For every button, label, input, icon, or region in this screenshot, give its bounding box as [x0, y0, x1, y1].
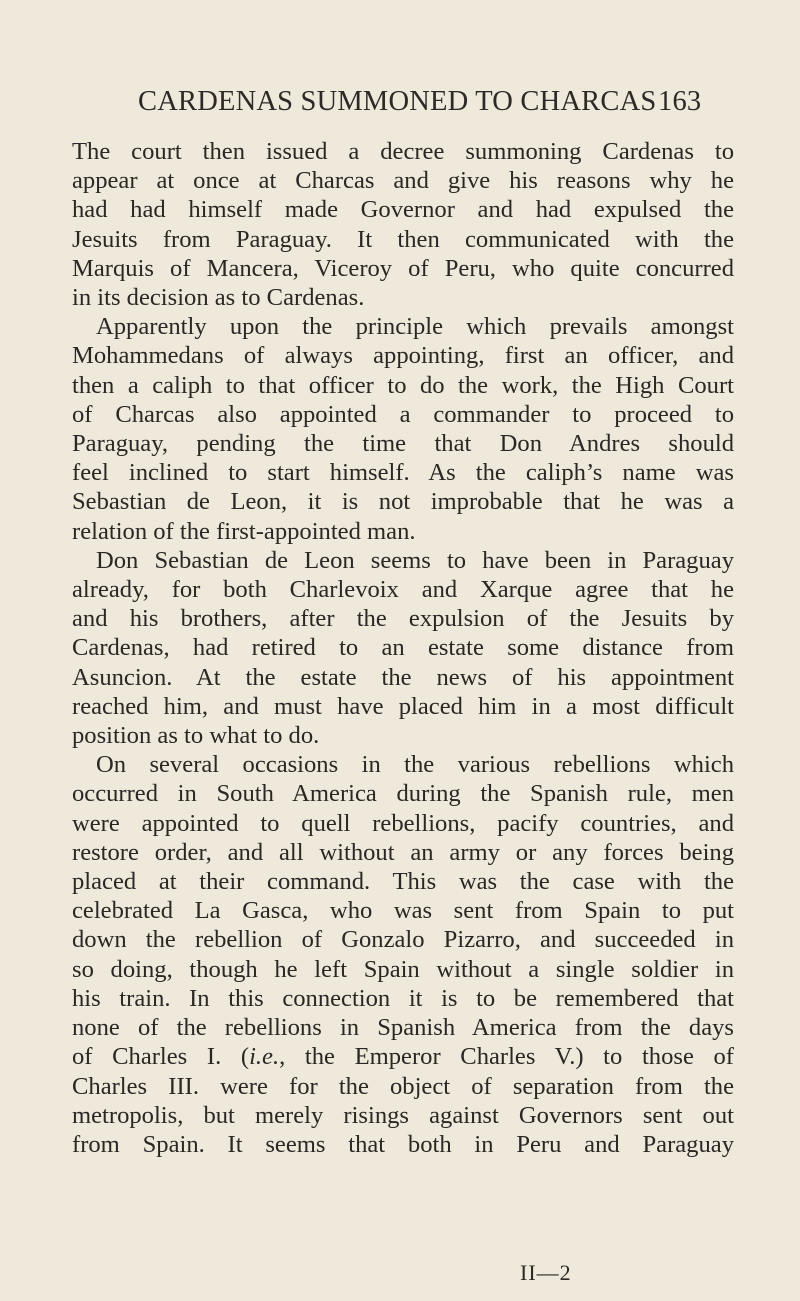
text-line: in its decision as to Cardenas. — [72, 284, 365, 312]
signature-mark: II—2 — [520, 1260, 572, 1285]
text-line: placed at their command. This was the case with the — [72, 868, 734, 896]
page-number: 163 — [658, 86, 702, 117]
text-line: already, for both Charlevoix and Xarque agree that he — [72, 576, 734, 604]
text-line: his train. In this connection it is to be remembered that — [72, 984, 734, 1012]
text-line: Jesuits from Paraguay. It then communicated with the — [72, 225, 734, 253]
text-line: celebrated La Gasca, who was sent from Spain to put — [72, 897, 734, 925]
text-line: of Charcas also appointed a commander to proceed to — [72, 400, 734, 428]
text-line: The court then issued a decree summoning Cardenas to — [72, 138, 734, 165]
text-line: restore order, and all without an army or any forces being — [72, 838, 734, 866]
text-line: and his brothers, after the expulsion of the Jesuits by — [72, 605, 734, 633]
text-line: Apparently upon the principle which prevails amongst — [96, 313, 734, 341]
text-line: down the rebellion of Gonzalo Pizarro, and succeeded in — [72, 926, 734, 954]
text-line: occurred in South America during the Spanish rule, men — [72, 780, 734, 808]
text-line: metropolis, but merely risings against Governors sent out — [72, 1101, 734, 1129]
text-line: had had himself made Governor and had expulsed the — [72, 196, 734, 224]
paragraph — [72, 137, 734, 312]
text-line: feel inclined to start himself. As the caliph’s name was — [72, 459, 734, 487]
body-text — [72, 137, 734, 1159]
text-line: then a caliph to that officer to do the work, the High Court — [72, 371, 734, 399]
text-line: Sebastian de Leon, it is not improbable that he was a — [72, 488, 734, 516]
text-line: Paraguay, pending the time that Don Andres should — [72, 430, 734, 458]
text-line: none of the rebellions in Spanish America from the days — [72, 1014, 734, 1042]
text-line: of Charles I. (i.e., the Emperor Charles V.) to those of — [72, 1043, 734, 1071]
text-line: Don Sebastian de Leon seems to have been in Paraguay — [96, 546, 734, 574]
text-line: so doing, though he left Spain without a single soldier in — [72, 955, 734, 983]
text-line: Asuncion. At the estate the news of his appointment — [72, 663, 734, 691]
text-line: appear at once at Charcas and give his reasons why he — [72, 167, 734, 195]
text-line: Cardenas, had retired to an estate some distance from — [72, 634, 734, 662]
text-line: relation of the first-appointed man. — [72, 517, 416, 545]
text-line: Charles III. were for the object of separation from the — [72, 1072, 734, 1100]
running-head — [138, 86, 738, 118]
text-line: position as to what to do. — [72, 722, 320, 750]
text-line: from Spain. It seems that both in Peru and Paraguay — [72, 1130, 734, 1158]
text-line: Marquis of Mancera, Viceroy of Peru, who quite concurred — [72, 254, 734, 282]
paragraph — [72, 546, 734, 750]
paragraph — [72, 312, 734, 546]
text-line: were appointed to quell rebellions, pacify countries, and — [72, 809, 734, 837]
running-head-title: CARDENAS SUMMONED TO CHARCAS — [138, 86, 657, 117]
text-line: Mohammedans of always appointing, first an officer, and — [72, 342, 734, 370]
text-line: On several occasions in the various rebellions which — [96, 751, 734, 779]
paragraph — [72, 750, 734, 1159]
text-line: reached him, and must have placed him in a most difficult — [72, 692, 734, 720]
